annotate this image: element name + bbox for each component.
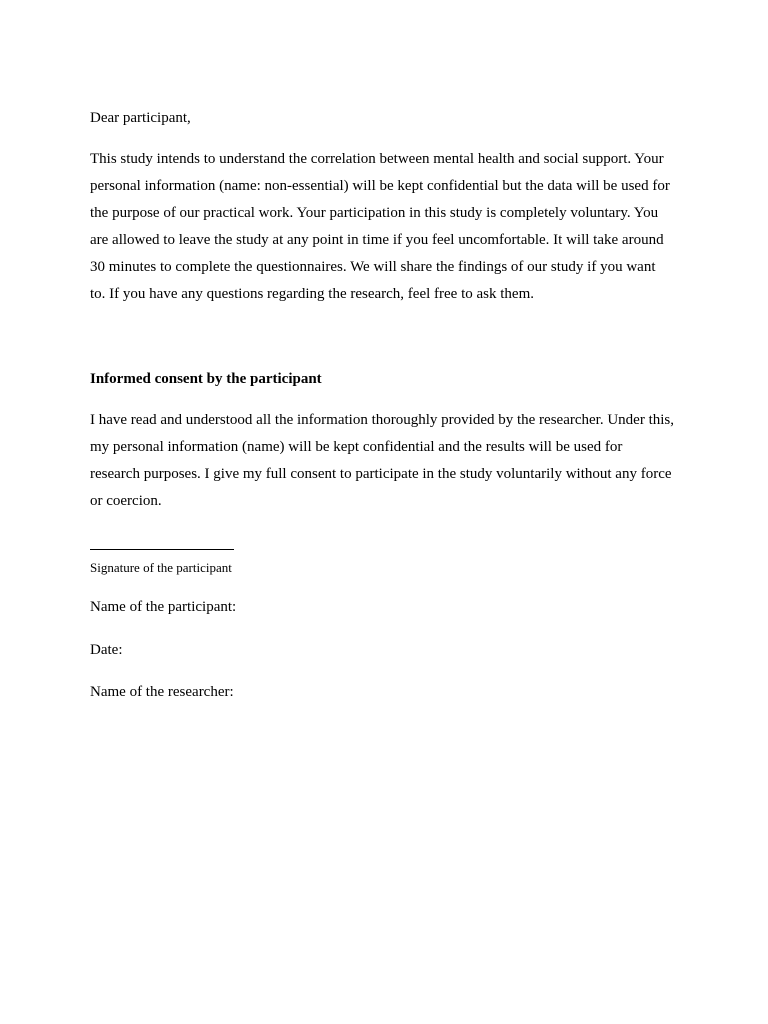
intro-line: This study intends to understand the correlation between mental health and social support. Your <box>90 151 664 167</box>
consent-line: research purposes. I give my full consent to participate in the study voluntarily without any force <box>90 466 672 482</box>
signature-line <box>90 549 234 550</box>
intro-line: to. If you have any questions regarding the research, feel free to ask them. <box>90 286 534 302</box>
participant-name-label: Name of the participant: <box>90 599 237 615</box>
consent-line: or coercion. <box>90 493 162 509</box>
intro-line: the purpose of our practical work. Your participation in this study is completely voluntary. You <box>90 205 659 221</box>
signature-caption: Signature of the participant <box>90 560 232 575</box>
intro-line: are allowed to leave the study at any point in time if you feel uncomfortable. It will take around <box>90 232 664 248</box>
consent-paragraph <box>90 407 680 515</box>
intro-paragraph <box>90 146 680 308</box>
consent-line: I have read and understood all the information thoroughly provided by the researcher. Under this, <box>90 412 674 428</box>
date-label: Date: <box>90 642 123 658</box>
intro-line: personal information (name: non-essential) will be kept confidential but the data will be used for <box>90 178 670 194</box>
researcher-name-label: Name of the researcher: <box>90 684 234 700</box>
consent-line: my personal information (name) will be kept confidential and the results will be used for <box>90 439 623 455</box>
greeting: Dear participant, <box>90 110 191 126</box>
intro-line: 30 minutes to complete the questionnaires. We will share the findings of our study if you want <box>90 259 656 275</box>
consent-heading: Informed consent by the participant <box>90 371 322 387</box>
